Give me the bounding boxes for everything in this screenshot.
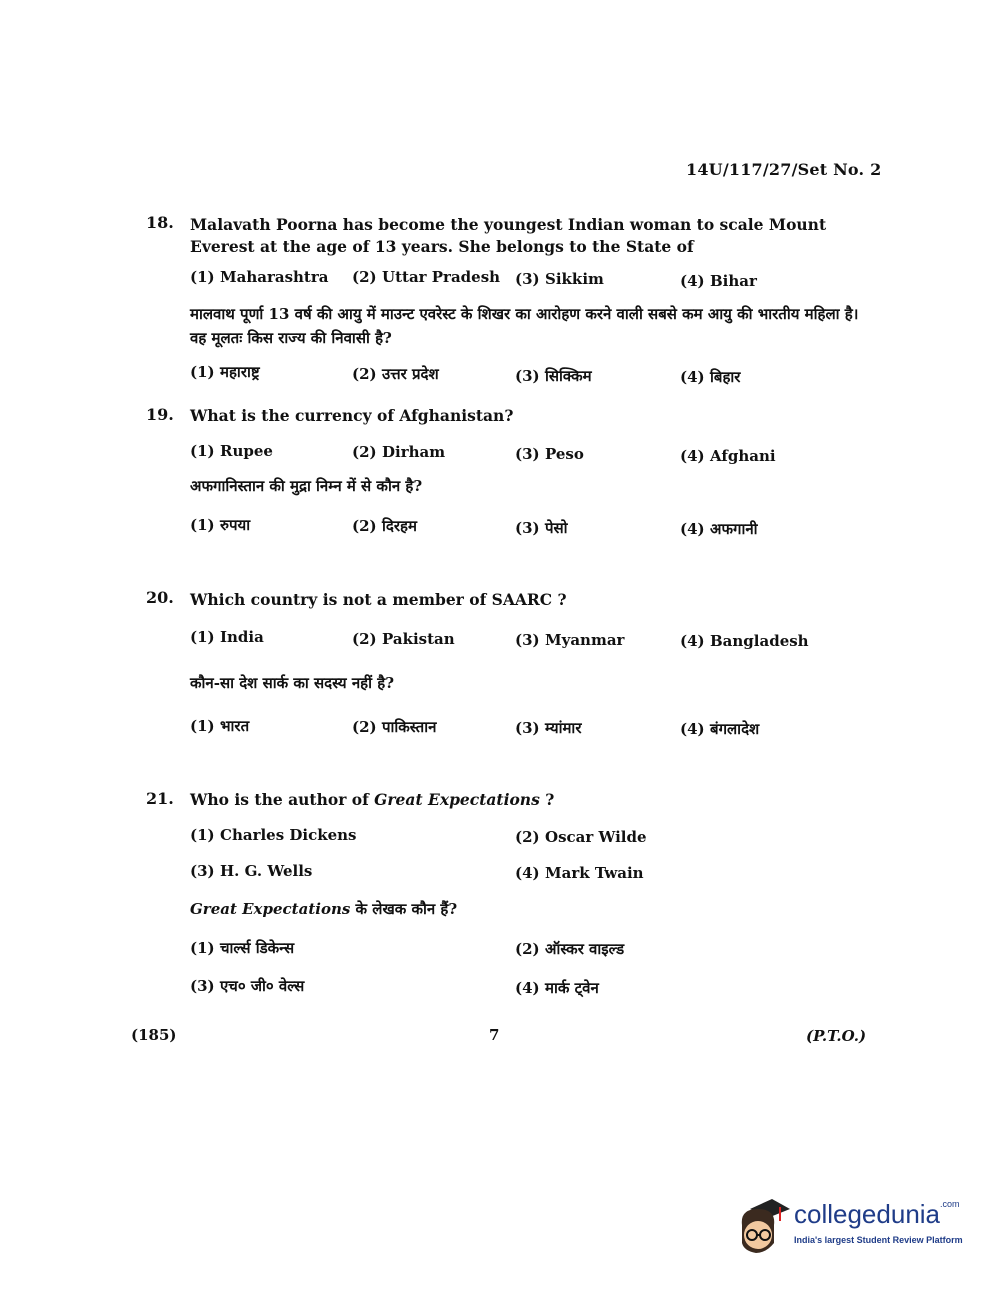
question-text-en: Malavath Poorna has become the youngest Indian woman to scale Mount Everest at the age of 13 years. She belongs to the State of [190,215,827,256]
question-number: 19. [146,405,174,424]
option: (1) Maharashtra [190,268,329,286]
option: (2) Pakistan [352,630,455,648]
pto-note: (P.T.O.) [806,1027,867,1045]
option-hi: (3) एच० जी० वेल्स [190,977,305,995]
question-text-hi: कौन-सा देश सार्क का सदस्य नहीं है? [190,674,394,692]
question-text-hi: Great Expectations के लेखक कौन हैं? [190,900,458,918]
option-hi: (4) बंगलादेश [680,720,760,738]
option-hi: (1) रुपया [190,516,251,534]
option: (4) Bihar [680,272,757,290]
brand-name: collegedunia$^{.com}$ [794,1199,960,1229]
page-number: 7 [489,1026,500,1044]
option: (2) Dirham [352,443,446,461]
option-hi: (4) बिहार [680,368,741,386]
question-number: 18. [146,213,174,232]
option: (4) Afghani [680,447,776,465]
option: (4) Bangladesh [680,632,809,650]
question-text-en: What is the currency of Afghanistan? [190,406,514,425]
question-text-hi: अफगानिस्तान की मुद्रा निम्न में से कौन है? [190,477,423,495]
option-hi: (3) म्यांमार [515,719,582,737]
option: (1) India [190,628,264,646]
option-hi: (3) पेसो [515,519,568,537]
question-text-en: Which country is not a member of SAARC ? [190,590,567,609]
option: (4) Mark Twain [515,864,644,882]
option-hi: (2) दिरहम [352,517,417,535]
option-hi: (2) पाकिस्तान [352,718,437,736]
option-hi: (1) महाराष्ट्र [190,363,260,381]
option: (1) Charles Dickens [190,826,357,844]
collegedunia-watermark [736,1195,966,1265]
mascot-icon [736,1195,792,1259]
option-hi: (4) अफगानी [680,520,758,538]
paper-code: 14U/117/27/Set No. 2 [686,160,882,179]
option-hi: (1) चार्ल्स डिकेन्स [190,939,295,957]
option-hi: (2) उत्तर प्रदेश [352,365,439,383]
footer-code: (185) [131,1026,177,1044]
option-hi: (3) सिक्किम [515,367,592,385]
option: (3) Sikkim [515,270,604,288]
option: (3) Myanmar [515,631,625,649]
question-number: 20. [146,588,174,607]
option: (2) Uttar Pradesh [352,268,501,286]
question-number: 21. [146,789,174,808]
option: (3) Peso [515,445,584,463]
brand-tagline: India's largest Student Review Platform [794,1235,963,1245]
question-text-en: Who is the author of Great Expectations ? [190,790,555,809]
question-text-hi: मालवाथ पूर्णा 13 वर्ष की आयु में माउन्ट एवरेस्ट के शिखर का आरोहण करने वाली सबसे कम आयु की भारतीय महिला है। वह मूलतः किस राज्य की निवासी है? [190,305,859,347]
option-hi: (4) मार्क ट्वेन [515,979,599,997]
option-hi: (2) ऑस्कर वाइल्ड [515,940,625,958]
option: (3) H. G. Wells [190,862,313,880]
option: (1) Rupee [190,442,273,460]
option: (2) Oscar Wilde [515,828,647,846]
option-hi: (1) भारत [190,717,250,735]
